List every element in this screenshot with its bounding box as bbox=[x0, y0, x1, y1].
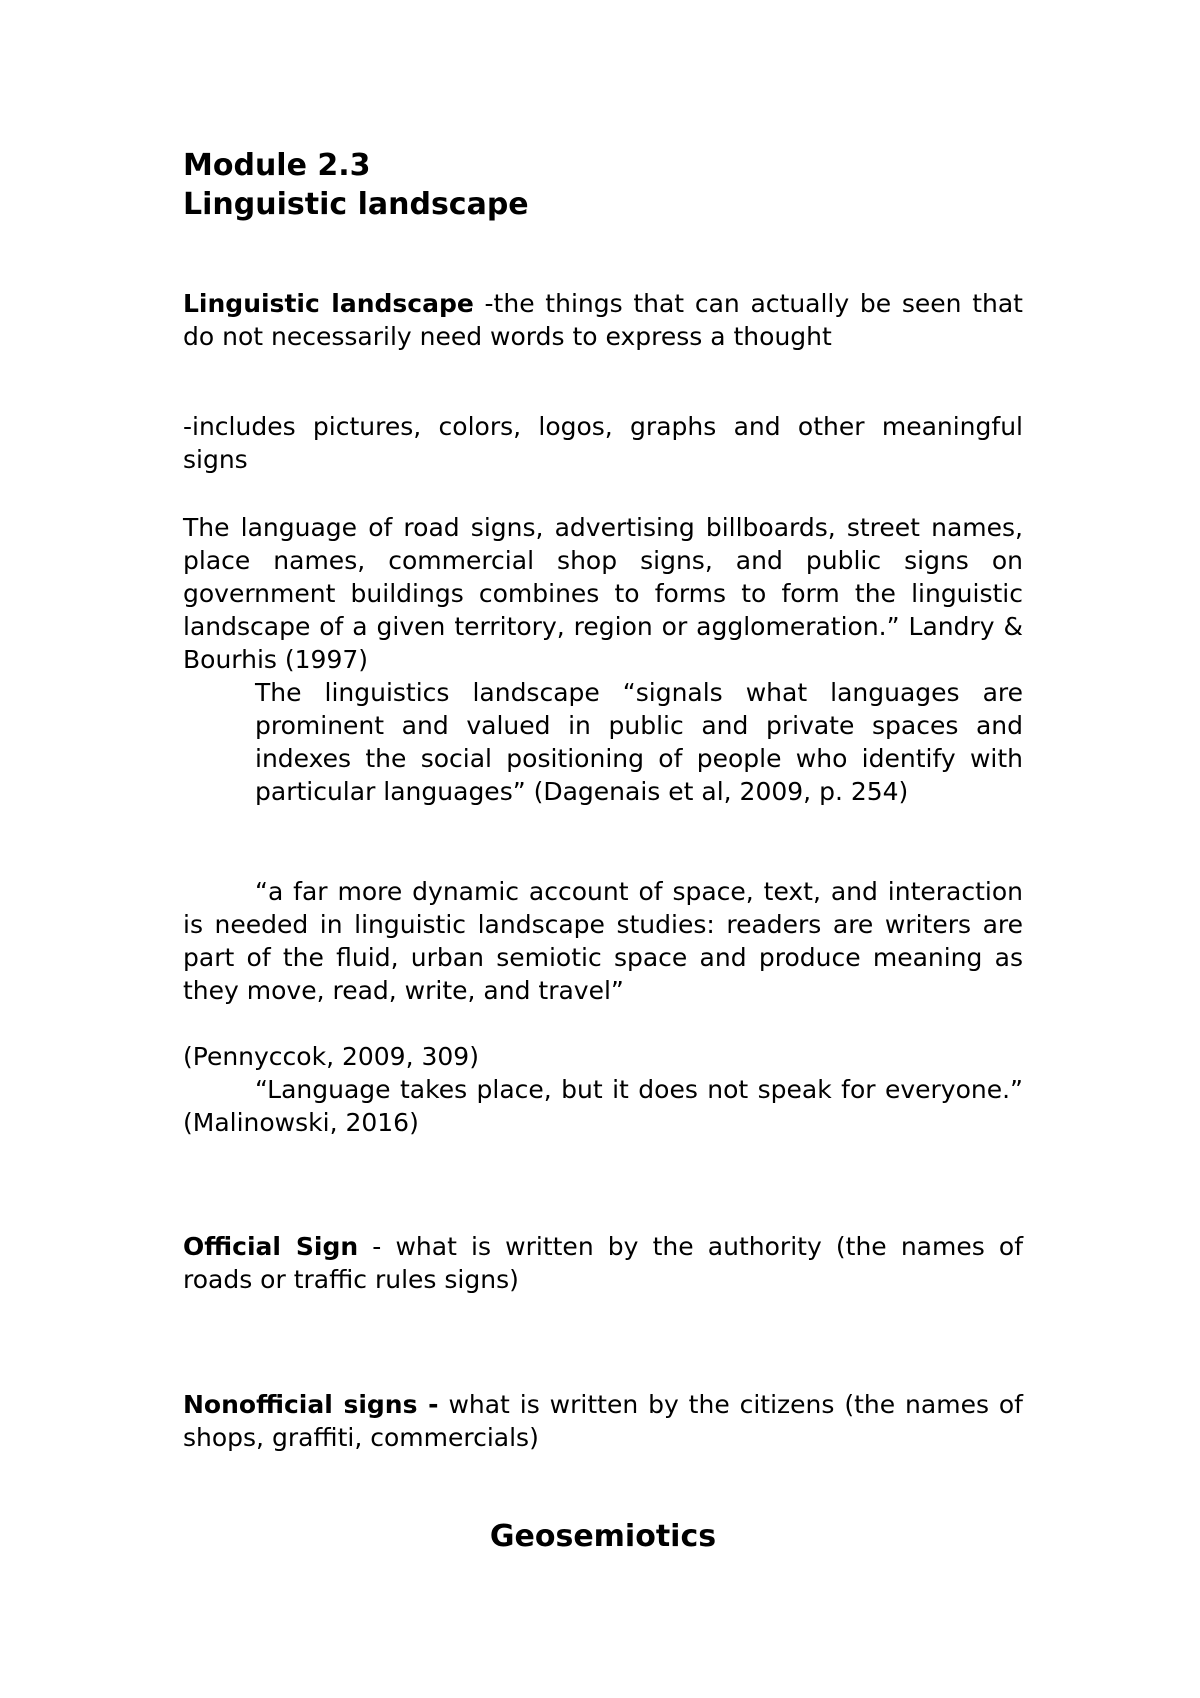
official-sign-paragraph bbox=[183, 1230, 1023, 1296]
definition-term: Linguistic landscape bbox=[183, 289, 474, 318]
official-sign-text: - what is written by the authority (the names of roads or traffic rules signs) bbox=[183, 1232, 1023, 1294]
nonofficial-sign-text: what is written by the citizens (the names of shops, graffiti, commercials) bbox=[183, 1390, 1023, 1452]
malinowski-quote-paragraph bbox=[183, 1073, 1023, 1139]
includes-paragraph: -includes pictures, colors, logos, graphs and other meaningful signs bbox=[183, 412, 1023, 474]
nonofficial-sign-paragraph bbox=[183, 1388, 1023, 1454]
module-title: Linguistic landscape bbox=[183, 187, 529, 222]
malinowski-quote-text: “Language takes place, but it does not speak for everyone.” (Malinowski, 2016) bbox=[183, 1075, 1023, 1137]
dagenais-quote-text: The linguistics landscape “signals what languages are prominent and valued in public and private spaces and indexes the social positioning of people who identify with particular languages” (Dagenais et al, 2009, p. 254) bbox=[255, 678, 1023, 806]
module-heading bbox=[183, 146, 1023, 224]
landry-quote-paragraph: The language of road signs, advertising billboards, street names, place names, commercial shop signs, and public signs on government buildings combines to forms to form the linguistic landscape of a given territory, region or agglomeration.” Landry & Bourhis (1997) bbox=[183, 513, 1023, 674]
official-sign-term: Official Sign bbox=[183, 1232, 359, 1261]
module-number: Module 2.3 bbox=[183, 148, 371, 183]
geosemiotics-heading: Geosemiotics bbox=[489, 1519, 717, 1554]
pennycook-citation: (Pennyccok, 2009, 309) bbox=[183, 1042, 479, 1071]
definition-paragraph bbox=[183, 287, 1023, 353]
nonofficial-sign-term: Nonofficial signs - bbox=[183, 1390, 439, 1419]
pennycook-quote-paragraph bbox=[183, 875, 1023, 1007]
definition-text: -the things that can actually be seen that do not necessarily need words to express a thought bbox=[183, 289, 1023, 351]
pennycook-quote-text: “a far more dynamic account of space, text, and interaction is needed in linguistic landscape studies: readers are writers are part of the fluid, urban semiotic space and produce meaning as they move, read, write, and travel” bbox=[183, 877, 1023, 1005]
dagenais-quote-paragraph bbox=[183, 676, 1023, 808]
document-page bbox=[183, 0, 1023, 1698]
